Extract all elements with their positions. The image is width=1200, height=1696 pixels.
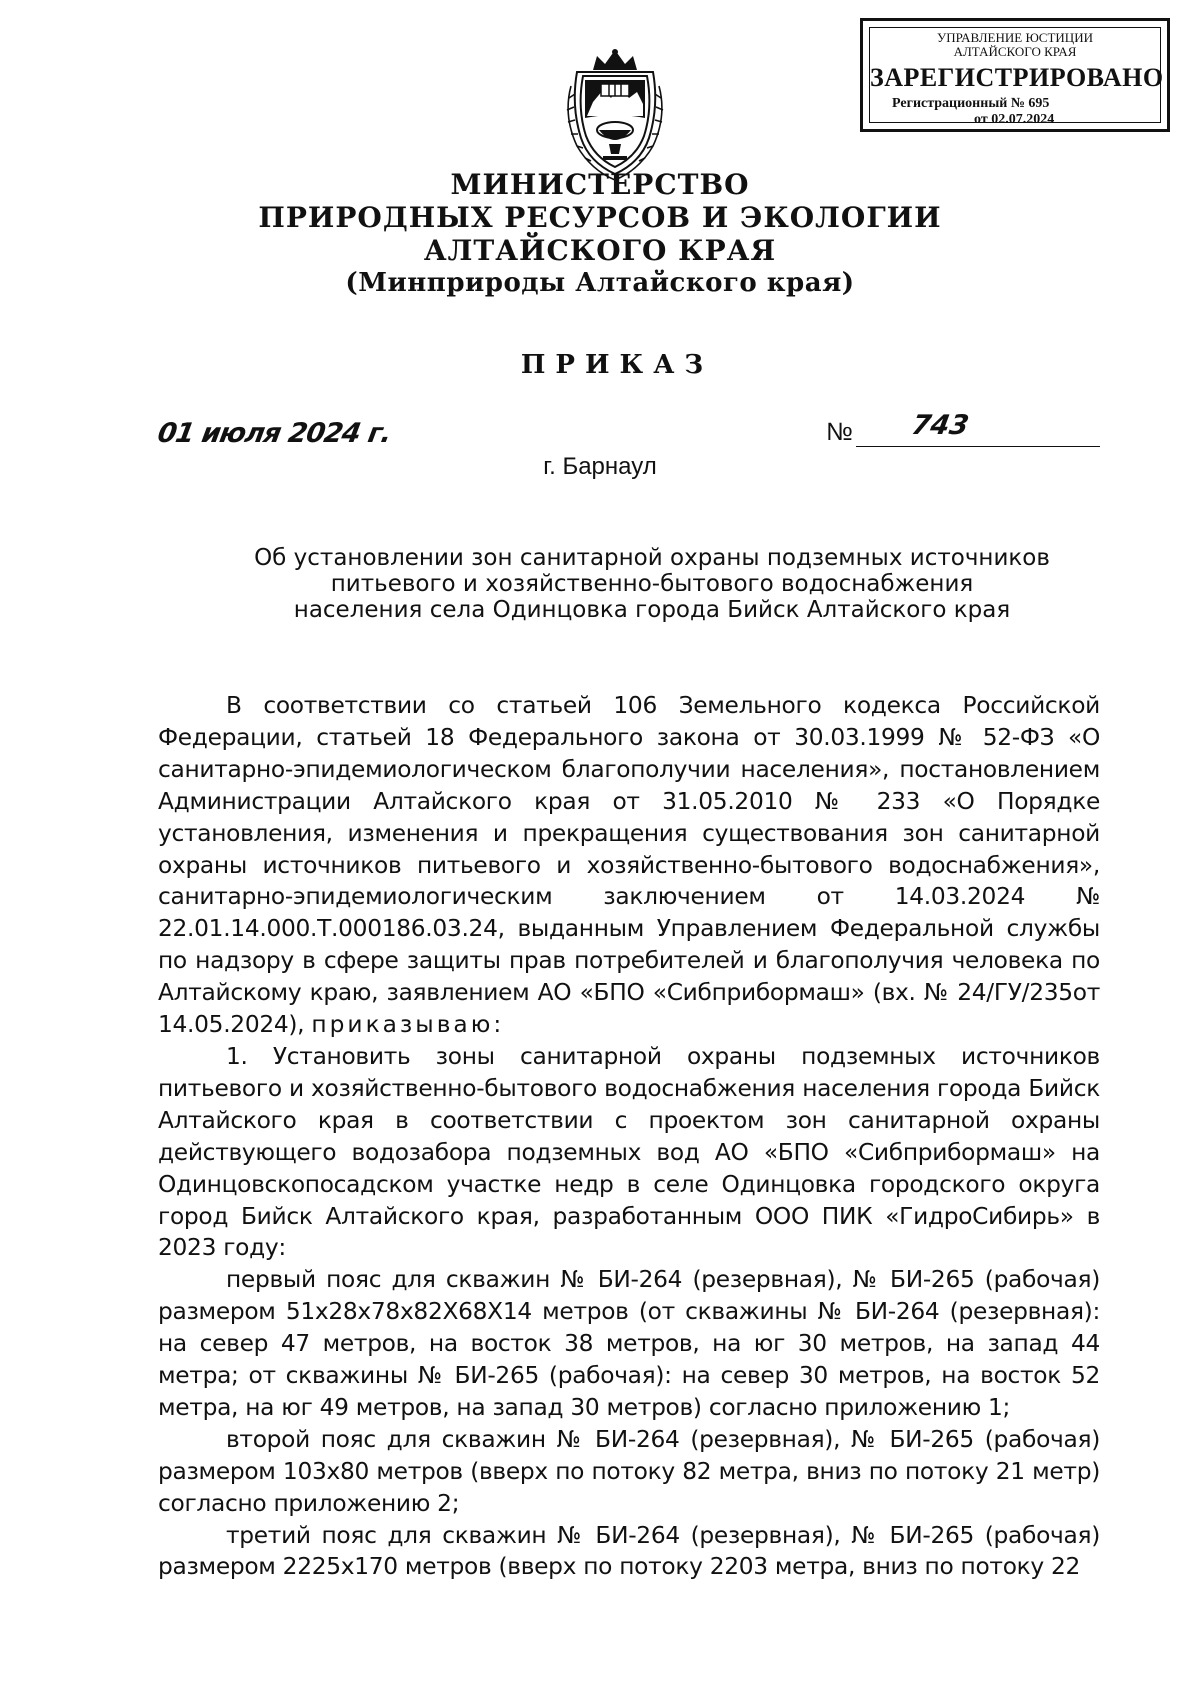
ministry-heading-line3: АЛТАЙСКОГО КРАЯ — [423, 234, 777, 267]
stamp-organization — [870, 31, 1160, 59]
item-1-paragraph: 1. Установить зоны санитарной охраны подземных источников питьевого и хозяйственно-бытового водоснабжения населения города Бийск Алтайского края в соответствии с проектом зон санитарной охраны действующего водозабора подземных вод АО «БПО «Сибприбормаш» на Одинцовскопосадском участке недр в селе Одинцовка городского округа город Бийск Алтайского края, разработанным ООО ПИК «ГидроСибирь» в 2023 году: — [158, 1042, 1100, 1262]
ministry-heading-line1: МИНИСТЕРСТВО — [450, 168, 750, 201]
subject-line1: Об установлении зон санитарной охраны подземных источников — [254, 545, 1050, 571]
order-number-label: № — [826, 418, 853, 446]
ministry-heading — [0, 168, 1200, 300]
order-city: г. Барнаул — [543, 453, 657, 480]
handwritten-date: 01 июля 2024 г. — [155, 418, 394, 449]
stamp-inner-frame — [869, 27, 1164, 127]
stamp-reg-number: Регистрационный № 695 — [892, 96, 1050, 111]
registration-stamp — [860, 18, 1170, 132]
stamp-status: ЗАРЕГИСТРИРОВАНО — [870, 63, 1164, 92]
order-word: приказываю: — [311, 1011, 505, 1039]
order-body — [158, 690, 1100, 1583]
subject-line3: населения села Одинцовка города Бийск Алтайского края — [293, 597, 1011, 623]
altai-coat-of-arms-emblem — [563, 46, 667, 184]
order-number-handwritten: 743 — [909, 410, 972, 441]
stamp-org-line2: АЛТАЙСКОГО КРАЯ — [953, 44, 1077, 59]
order-number-underline — [856, 446, 1100, 447]
second-belt-paragraph: второй пояс для скважин № БИ-264 (резервная), № БИ-265 (рабочая) размером 103x80 метров (вверх по потоку 82 метра, вниз по потоку 21 метр) согласно приложению 2; — [158, 1425, 1100, 1517]
order-subject — [240, 545, 1064, 623]
stamp-reg-date: от 02.07.2024 — [974, 112, 1055, 127]
ministry-heading-line2: ПРИРОДНЫХ РЕСУРСОВ И ЭКОЛОГИИ — [258, 201, 942, 234]
first-belt-paragraph: первый пояс для скважин № БИ-264 (резервная), № БИ-265 (рабочая) размером 51x28x78x82X68X14 метров (от скважины № БИ-264 (резервная): на север 47 метров, на восток 38 метров, на юг 30 метров, на запад 44 метра; от скважины № БИ-265 (рабочая): на север 30 метров, на восток 52 метра, на юг 49 метров, на запад 30 метров) согласно приложению 1; — [158, 1266, 1100, 1421]
ministry-abbreviation: (Минприроды Алтайского края) — [345, 268, 855, 298]
preamble-paragraph — [158, 690, 1100, 1041]
preamble-text: В соответствии со статьей 106 Земельного кодекса Российской Федерации, статьей 18 Федерального закона от 30.03.1999 № 52-ФЗ «О санитарно-эпидемиологическом благополучии населения», постановлением Администрации Алтайского края от 31.05.2010 № 233 «О Порядке установления, изменения и прекращения существования зон санитарной охраны источников питьевого и хозяйственно-бытового водоснабжения», санитарно-эпидемиологическим заключением от 14.03.2024 № 22.01.14.000.Т.000186.03.24, выданным Управлением Федеральной службы по надзору в сфере защиты прав потребителей и благополучия человека по Алтайскому краю, заявлением АО «БПО «Сибприбормаш» (вх. № 24/ГУ/235от 14.05.2024), — [158, 692, 1100, 1039]
subject-line2: питьевого и хозяйственно-бытового водоснабжения — [330, 571, 974, 597]
stamp-org-line1: УПРАВЛЕНИЕ ЮСТИЦИИ — [937, 30, 1093, 45]
third-belt-paragraph: третий пояс для скважин № БИ-264 (резервная), № БИ-265 (рабочая) размером 2225x170 метров (вверх по потоку 2203 метра, вниз по потоку 22 — [158, 1521, 1100, 1581]
order-title: ПРИКАЗ — [520, 350, 714, 380]
